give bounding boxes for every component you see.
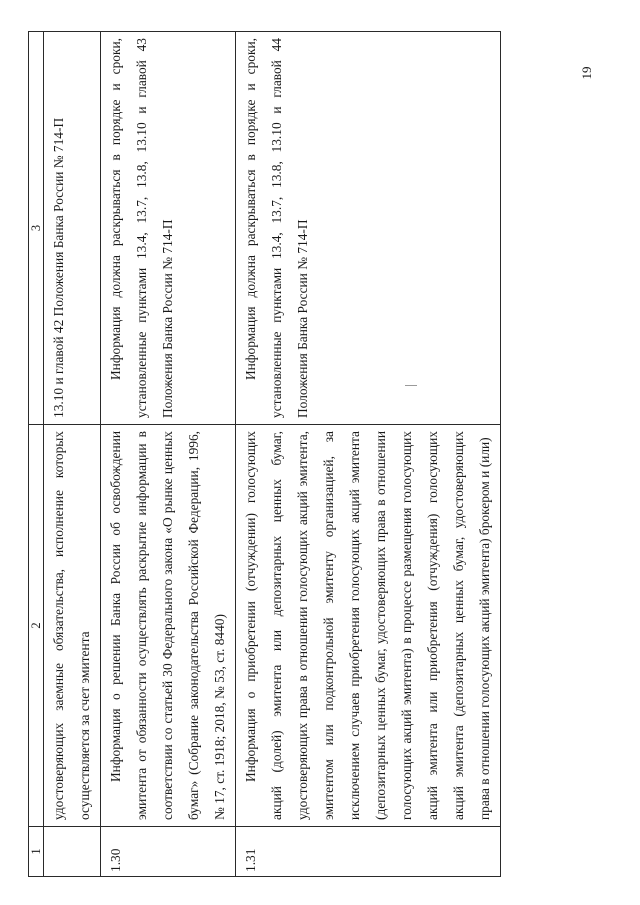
page-number: 19 xyxy=(579,66,594,80)
disclosure-text: Информация должна раскрываться в порядке и сроки, установленные пунктами 13.4, 13.7, 13.8, 13.10 и главой 44 Положения Банка России № 714-П xyxy=(243,38,310,418)
description-text: Информация о решении Банка России об освобождении эмитента от обязанности осуществлять раскрытие информации в соответствии со статьей 30 Федерального закона «О рынке ценных бумаг» (Собрание законодательства Российской Федерации, 1996, № 17, ст. 1918; 2018, № 53, ст. 8440) xyxy=(108,431,227,820)
disclosure-cell: 13.10 и главой 42 Положения Банка России № 714-П xyxy=(44,32,101,425)
table-header-row xyxy=(29,32,44,877)
disclosure-cell xyxy=(236,32,501,425)
disclosure-table xyxy=(28,31,501,877)
description-text: Информация о приобретении (отчуждении) голосующих акций (долей) эмитента или депозитарных ценных бумаг, удостоверяющих права в отношении голосующих акций эмитента, эмитентом или подконтрольной эмитенту организацией, за исключением случаев приобретения голосующих акций эмитента (депозитарных ценных бумаг, удостоверяющих права в отношении голосующих акций эмитента) в процессе размещения голосующих акций эмитента или приобретения (отчуждения) голосующих акций эмитента (депозитарных ценных бумаг, удостоверяющих права в отношении голосующих акций эмитента) брокером и (или) xyxy=(243,431,492,820)
column-header-1: 1 xyxy=(29,827,44,877)
rotated-table-area xyxy=(28,32,593,877)
row-number-cell: 1.31 xyxy=(236,827,501,877)
description-cell: удостоверяющих заемные обязательства, исполнение которых осуществляется за счет эмитента xyxy=(44,425,101,827)
description-cell xyxy=(101,425,236,827)
description-cell xyxy=(236,425,501,827)
scan-artifact-mark xyxy=(405,385,417,386)
table-row-continuation xyxy=(44,32,101,877)
row-number-cell: 1.30 xyxy=(101,827,236,877)
table-row-1-30 xyxy=(101,32,236,877)
row-number-cell xyxy=(44,827,101,877)
disclosure-cell xyxy=(101,32,236,425)
column-header-3: 3 xyxy=(29,32,44,425)
table-row-1-31 xyxy=(236,32,501,877)
column-header-2: 2 xyxy=(29,425,44,827)
disclosure-text: Информация должна раскрываться в порядке и сроки, установленные пунктами 13.4, 13.7, 13.8, 13.10 и главой 43 Положения Банка России № 714-П xyxy=(108,38,175,418)
